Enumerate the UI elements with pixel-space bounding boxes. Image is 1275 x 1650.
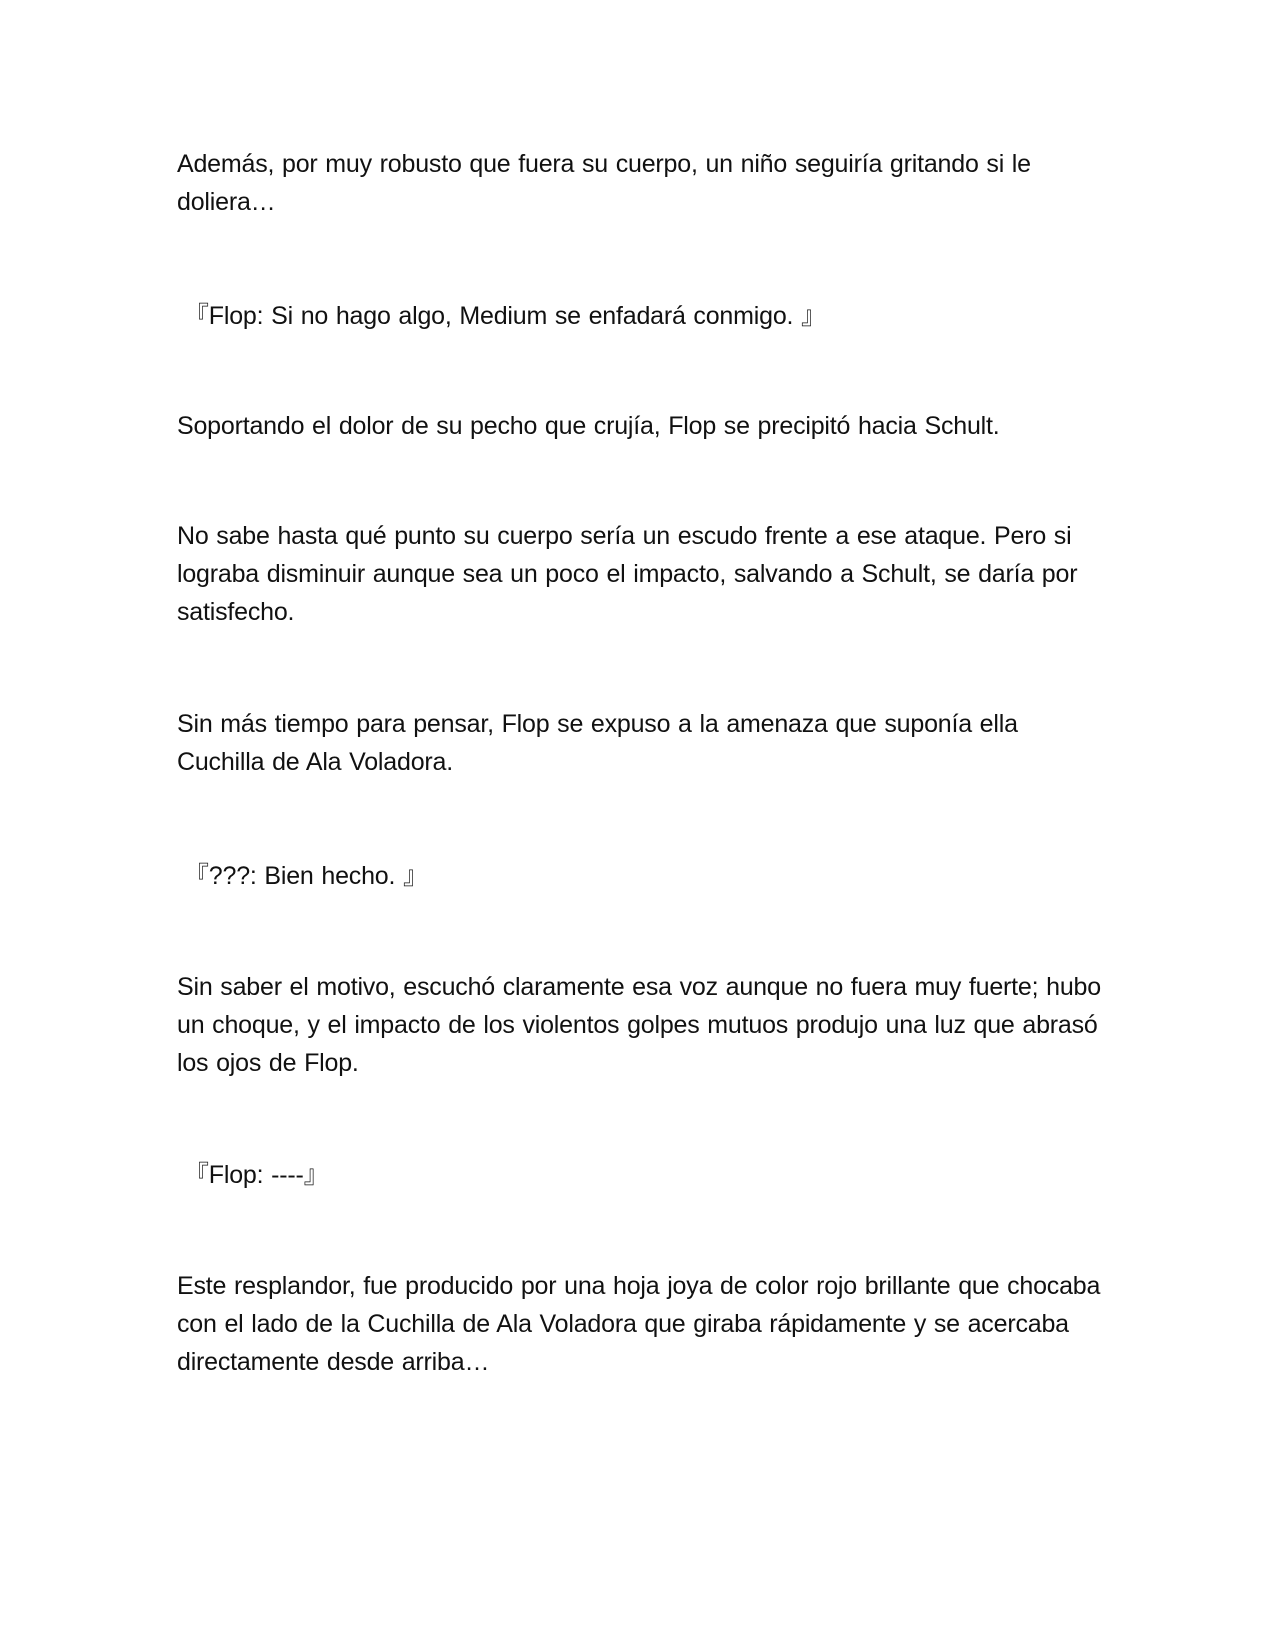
paragraph-narration-4: Sin más tiempo para pensar, Flop se expuso a la amenaza que suponía ella Cuchilla de Ala Voladora. [177,710,1018,776]
paragraph-narration-6: Este resplandor, fue producido por una hoja joya de color rojo brillante que chocaba con el lado de la Cuchilla de Ala Voladora que giraba rápidamente y se acercaba directamente desde arriba… [177,1272,1101,1376]
paragraph-narration-5: Sin saber el motivo, escuchó claramente esa voz aunque no fuera muy fuerte; hubo un choque, y el impacto de los violentos golpes mutuos produjo una luz que abrasó los ojos de Flop. [177,973,1101,1077]
dialogue-flop-1: 『Flop: Si no hago algo, Medium se enfadará conmigo. 』 [184,302,826,330]
paragraph-narration-3: No sabe hasta qué punto su cuerpo sería un escudo frente a ese ataque. Pero si lograba disminuir aunque sea un poco el impacto, salvando a Schult, se daría por satisfecho. [177,522,1078,626]
paragraph-narration-1: Además, por muy robusto que fuera su cuerpo, un niño seguiría gritando si le doliera… [177,150,1031,216]
paragraph-narration-2: Soportando el dolor de su pecho que crujía, Flop se precipitó hacia Schult. [177,412,1000,440]
dialogue-unknown: 『???: Bien hecho. 』 [184,862,428,890]
dialogue-flop-2: 『Flop: ----』 [184,1161,329,1189]
